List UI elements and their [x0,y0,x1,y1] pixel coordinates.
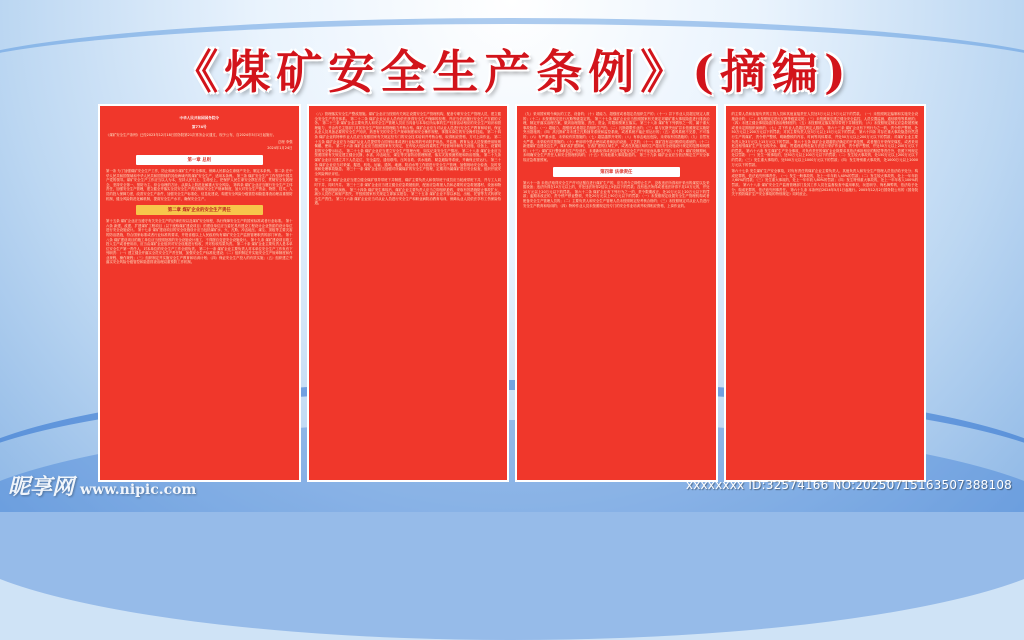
panel-1 [98,104,301,482]
panel-3 [515,104,718,482]
decree-text: 《煤矿安全生产条例》已经2023年12月18日国务院第21次常务会议通过，现予公布，自2024年5月1日起施行。 [106,133,277,138]
article-text: 第六十一条 未依法取得安全生产许可证擅自进行煤矿生产的，应当责令立即停止生产，没收违法所得和开采出的煤炭以及采掘设备；违法所得在10万元以上的，并处违法所得2倍以上5倍以下的罚款；没有违法所得或者违法所得不足10万元的，并处10万元以上20万元以下的罚款。 第六十二条 煤矿企业有下列行为之一的，责令限期改正，处10万元以上20万元以下的罚款；逾期未改正的，责令停产停业整顿，并处20万元以上50万元以下的罚款：（一）未按照规定设置安全生产管理机构或者配备安全生产管理人员的；（二）主要负责人和安全生产管理人员未按照规定经考核合格的；（三）未按照规定对从业人员进行安全生产教育和培训的；（四）特种作业人员未按照规定经专门的安全作业培训并取得相应资格，上岗作业的。 [523,180,710,208]
panel-4 [724,104,927,482]
decree-heading: 中华人民共和国国务院令 [179,116,220,120]
page-title: 《煤矿安全生产条例》(摘编) [172,45,852,99]
article-text: 第三十二条 煤矿企业应当建立健全煤矿领导带班下井制度，煤矿主要负责人和领导班子成员应当轮流带班下井，并与工人同时下井、同时升井。 第三十三条 煤矿企业应当建立健全应急救援组织，配备应急救援人员和必要的应急救援器材、设备和物资，并定期组织演练。 第三十四条 煤矿发生事故后，煤矿企业主要负责人应当立即组织抢救，采取有效措施防止事故扩大，减少人员伤亡和财产损失，并按照国家有关规定立即如实报告。 第三十五条 煤矿企业不得以承包、出租、托管等方式转移安全生产责任。 第三十六条 煤矿企业应当对从业人员进行安全生产和职业病防治教育培训，保障从业人员依法享有工伤保险待遇。 [314,178,501,206]
chapter-heading: 第一章 总则 [136,155,263,165]
panel-2 [307,104,510,482]
chapter-heading: 第二章 煤矿企业的安全生产责任 [136,205,263,215]
article-text: （八）管理落实安全生产整改措施。煤矿企业应当按照有关规定设置安全生产管理机构，配备专职安全生产管理人员，建立健全安全生产责任体系。 第二十二条 煤矿企业从业人员有依法获得安全生产保障的权利，并应当依法履行安全生产方面的义务。 第二十三条 煤矿企业主要负责人和安全生产管理人员应当具备与本单位所从事的生产经营活动相应的安全生产知识和管理能力，并由有关主管部门对其安全生产知识和管理能力考核合格。煤矿企业应当对从业人员进行安全生产教育和培训，保证从业人员具备必要的安全生产知识，熟悉有关的安全生产规章制度和安全操作规程，掌握本岗位的安全操作技能。 第二十四条 煤矿企业的特种作业人员应当按照国家有关规定经专门的安全技术培训并考核合格，取得相应资格，方可上岗作业。 第二十五条 煤矿企业应当为煤矿从业人员提供符合国家标准或者行业标准的劳动防护用品，并监督、教育从业人员按照使用规则佩戴、使用。 第二十六条 煤矿企业应当按照国家有关规定，在有较大危险因素的生产经营场所和有关设施、设备上，设置明显的安全警示标志。 第二十七条 煤矿企业应当建立安全生产管理台账，如实记录安全生产情况。 第二十八条 煤矿企业应当按照国家有关规定建立健全瓦斯、水害、冲击地压、煤尘等灾害防治管理制度，落实灾害预测预报和防治措施。 第二十九条 煤矿企业应当建立井下人员定位、安全监控、通信联络、压风自救、供水施救、紧急避险等系统，并确保正常运行。 第三十条 煤矿企业应当对采煤、掘进、机电、运输、通风、地测、防治水等工作面进行安全生产管理，加强现场安全检查，及时发现和处理事故隐患。 第三十一条 煤矿企业应当加强对所属煤矿的安全生产管理，定期对所属煤矿进行安全检查，组织开展安全风险辨识评估。 [314,112,501,176]
watermark-url: www.nipic.com [80,482,197,498]
article-text: 第六十七条 发生煤矿生产安全事故，对负有责任的煤矿企业主要负责人、其他负责人和安全生产管理人员依法给予处分；构成犯罪的，依法追究刑事责任。（一）发生一般事故的，处上一年年收入40%的罚款；（二）发生较大事故的，处上一年年收入60%的罚款；（三）发生重大事故的，处上一年年收入80%的罚款；（四）发生特别重大事故的，处上一年年收入100%的罚款。 第六十八条 煤矿安全生产监督管理部门及其工作人员在监督检查中滥用职权、玩忽职守、徇私舞弊的，依法给予处分；构成犯罪的，依法追究刑事责任。 第六十九条 本条例自2024年5月1日起施行。2005年12月2日国务院公布的《国务院关于预防煤矿生产安全事故的特别规定》同时废止。 [731,169,918,197]
watermark-id: xxxxxxxx ID:32574166 NO:20250715163507388108 [685,478,1012,492]
watermark-logo [8,470,196,501]
article-text: （九）采用国家明令淘汰的工艺、设备的；（十）超能力、超强度或者超定员组织生产的；（十一）井下作业人员超过规定人数的；（十二）未按照规定进行瓦斯等级鉴定的。 第三十七条 煤矿企业应当按照国家有关规定对煤矿重大事故隐患进行排查治理，制定并落实治理方案，做到治理措施、责任、资金、时限和预案五落实。 第三十八条 煤矿有下列情形之一的，属于重大事故隐患：（一）超能力、超强度或者超定员组织生产的；（二）瓦斯超限作业的；（三）煤与瓦斯突出矿井未依照规定实施防突出措施的；（四）高瓦斯矿井未建立瓦斯抽采系统和监控系统，或者系统不能正常运行的；（五）通风系统不完善、不可靠的；（六）有严重水患，未采取有效措施的；（七）超层越界开采的；（八）有冲击地压危险，未采取有效措施的；（九）自然发火严重，未采取有效措施的；（十）使用明令禁止使用或者淘汰的设备、工艺的；（十一）煤矿没有双回路供电系统的；（十二）新建煤矿边建设边生产，煤矿改扩建期间，在改扩建的区域生产，或者在其他区域的生产超出安全设施设计规定的范围和规模的；（十三）煤矿实行整体承包生产经营后，未重新取得或者及时变更安全生产许可证而从事生产的；（十四）煤矿改制期间，未明确安全生产责任人和安全管理机构的；（十五）有其他重大事故隐患的。 第三十九条 煤矿企业应当依法制定生产安全事故应急救援预案。 [523,112,710,162]
regulation-panels [98,104,926,482]
decree-number: 第774号 [191,124,207,129]
watermark-logo-text: 昵享网 [8,474,75,500]
signature-name: 总理 李强 [277,139,293,144]
article-text: 第十五条 煤矿企业应当遵守有关安全生产的法律法规以及煤矿安全规程，执行保障安全生产的国家标准或者行业标准。 第十六条 新建、改建、扩建煤矿工程项目（以下统称煤矿建设项目）的建设单位应当委托具有建设工程设计企业资质的设计单位进行安全设施设计。 第十七条 煤矿建设项目的安全设施设计应当包括煤矿水、火、瓦斯、冲击地压、煤尘、顶板等主要灾害的防治措施，符合国家标准或者行业标准的要求，并报省级以上人民政府负有煤矿安全生产监督管理职责的部门审查。 第十八条 煤矿建设项目的施工单位应当按照批准的安全设施设计施工，不得擅自变更安全设施设计。 第十九条 煤矿建设项目竣工投入生产或者使用前，应当由煤矿企业组织对安全设施进行验收，并对验收结果负责。 第二十条 煤矿企业主要负责人是本单位安全生产第一责任人，对本单位的安全生产工作全面负责。 第二十一条 煤矿企业主要负责人对本单位安全生产工作负有下列职责：（一）建立健全并落实全员安全生产责任制，加强安全生产标准化建设；（二）组织制定并实施安全生产规章制度和作业规程、操作规程；（三）组织制定并实施安全生产教育和培训计划；（四）保证安全生产投入的有效实施；（五）组织建立并落实安全风险分级管控和隐患排查治理双重预防工作机制。 [106,219,293,265]
article-text: 第一条 为了加强煤矿安全生产工作，防止和减少煤矿生产安全事故，保障人民群众生命财产安全，制定本条例。 第二条 在中华人民共和国领域和中华人民共和国管辖的其他海域内的煤矿安全生产，适用本条例。 第三条 煤矿安全生产工作坚持中国共产党的领导。煤矿安全生产工作应当以人为本，坚持人民至上、生命至上，把保护人民生命安全摆在首位，贯彻安全发展理念，坚持安全第一、预防为主、综合治理的方针，从源头上防范化解重大安全风险。 第四条 煤矿企业应当履行安全生产主体责任，加强安全生产管理，建立健全并落实全员安全生产责任制和安全生产规章制度，加大对安全生产资金、物资、技术、人员的投入保障力度，改善安全生产条件，加强安全生产标准化、信息化建设，构建安全风险分级管控和隐患排查治理双重预防机制，健全风险防范化解机制，提高安全生产水平，确保安全生产。 [106,168,293,201]
chapter-heading: 第四章 法律责任 [553,167,680,177]
article-text: 的主要人员和直接负责的主管人员和其他直接责任人员处3万元以上5万元以下的罚款。（一）未按照规定编制和实施安全设施设计的；（二）未按照规定进行瓦斯等级鉴定的；（三）未按照规定建立健全安全监控、人员位置监测、通信联络等系统的；（四）未建立健全事故隐患排查治理制度的；（五）未按照规定落实领导带班下井制度的；（六）未按照规定制定应急救援预案或者未定期组织演练的；（七）井下作业人员超过规定人数的。 第六十三条 煤矿企业有下列行为之一的，责令停产整顿，处50万元以上200万元以下的罚款；对其主要负责人处3万元以上15万元以下的罚款。 第六十四条 对存在重大事故隐患仍然进行生产的煤矿，责令停产整顿，明确整顿的内容、时间等具体要求，并处50万元以上200万元以下的罚款；对煤矿企业主要负责人处3万元以上15万元以下的罚款。 第六十五条 煤矿企业超越依法确定的开采范围，或者擅自开采保安煤柱，或者采用危及相邻煤矿生产安全的决水、爆破、贯通巷道等危险方法进行采矿作业的，责令停产整顿，并处50万元以上200万元以下的罚款。 第六十六条 发生煤矿生产安全事故，对负有责任的煤矿企业除要求其依法承担相应的赔偿等责任外，依照下列规定处以罚款：（一）发生一般事故的，处50万元以上100万元以下的罚款；（二）发生较大事故的，处150万元以上200万元以下的罚款；（三）发生重大事故的，处500万元以上1000万元以下的罚款；（四）发生特别重大事故的，处1000万元以上2000万元以下的罚款。 [731,112,918,167]
signature-date: 2024年1月24日 [267,146,293,151]
